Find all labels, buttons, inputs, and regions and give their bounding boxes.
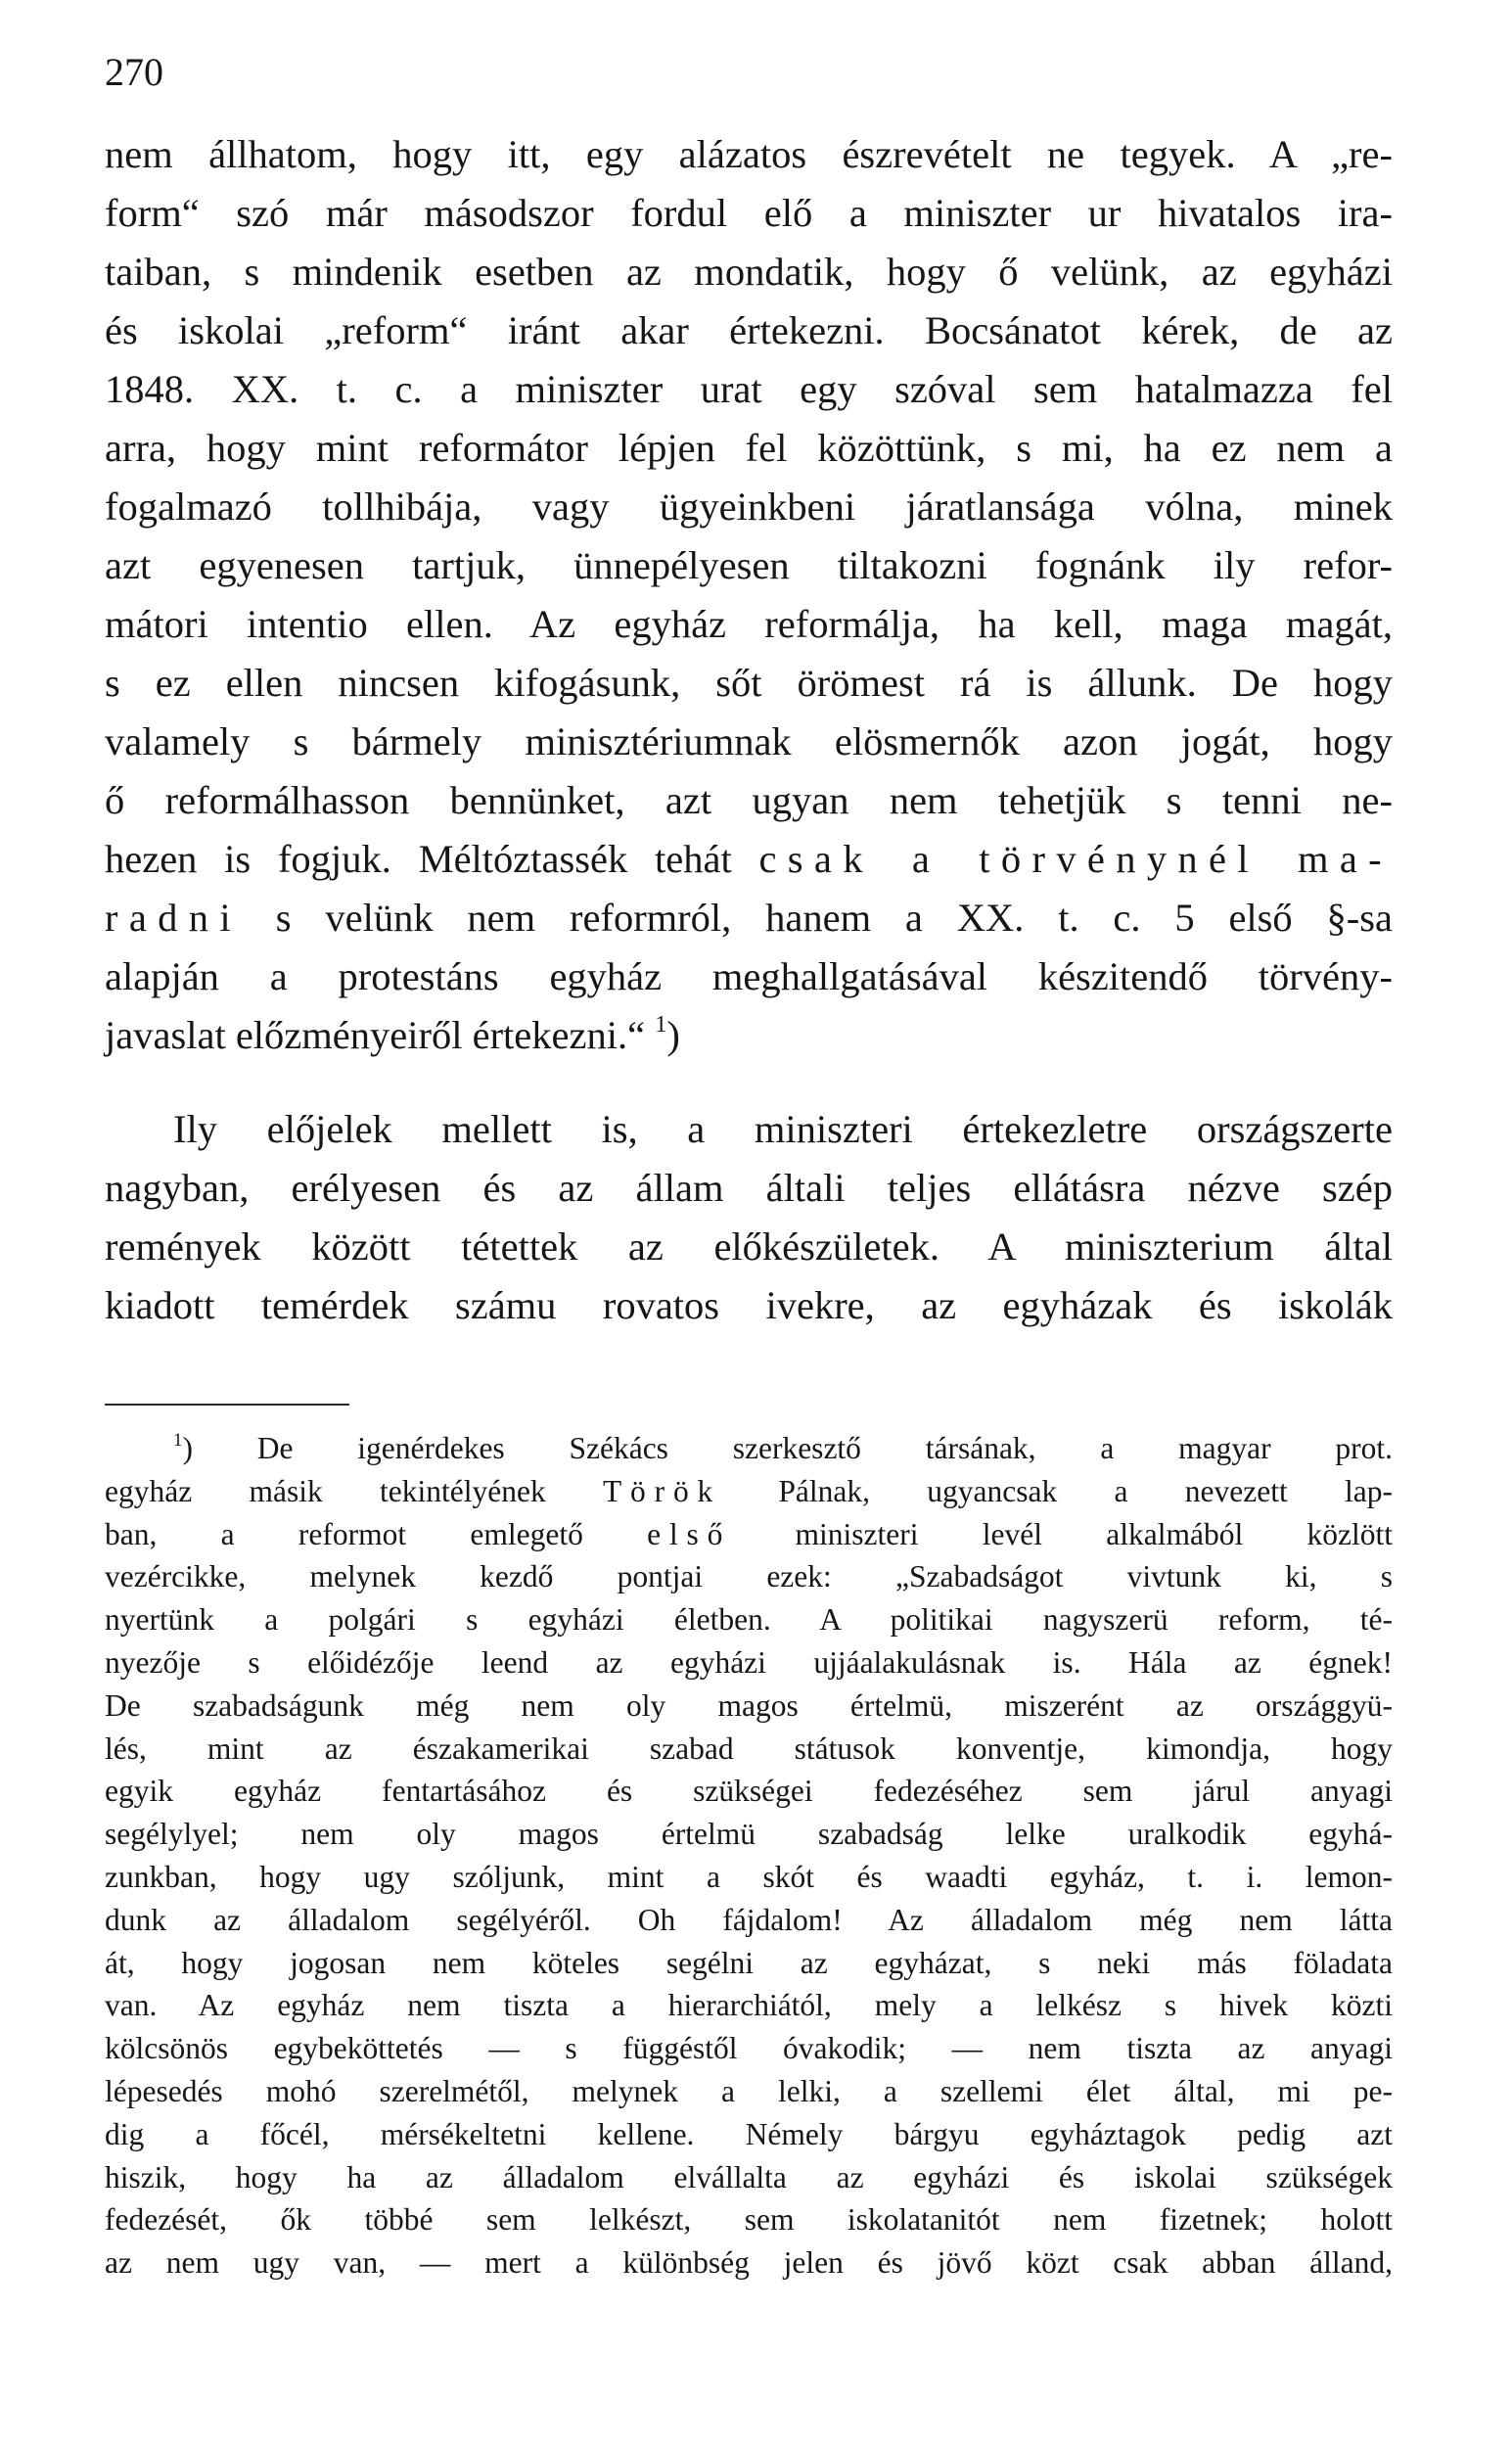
text-segment: egyház másik tekintélyének <box>105 1474 603 1508</box>
footnote-line <box>105 1728 1393 1771</box>
main-line <box>105 536 1393 595</box>
text-segment: azt egyenesen tartjuk, ünnepélyesen tiltakozni fognánk ily refor- <box>105 543 1393 587</box>
text-segment: ) De igenérdekes Székács szerkesztő társának, a magyar prot. <box>182 1431 1393 1465</box>
text-segment: Pálnak, ugyancsak a nevezett lap- <box>721 1474 1393 1508</box>
footnote-line <box>105 2070 1393 2113</box>
footnote-line <box>105 2241 1393 2285</box>
text-segment: fedezését, ők többé sem lelkészt, sem iskolatanitót nem fizetnek; holott <box>105 2202 1393 2237</box>
main-line <box>105 713 1393 771</box>
main-line <box>105 1276 1393 1335</box>
text-segment: s ez ellen nincsen kifogásunk, sőt örömest rá is állunk. De hogy <box>105 661 1393 705</box>
page-number: 270 <box>105 50 163 94</box>
text-segment: lépesedés mohó szerelmétől, melynek a lelki, a szellemi élet által, mi pe- <box>105 2074 1393 2108</box>
footnote-line <box>105 1641 1393 1685</box>
text-segment: s velünk nem reformról, hanem a XX. t. c. 5 első §-sa <box>241 896 1393 940</box>
text-segment: át, hogy jogosan nem köteles segélni az egyházat, s neki más föladata <box>105 1946 1393 1980</box>
main-line <box>173 1100 1393 1159</box>
text-segment: alapján a protestáns egyház meghallgatásával készitendő törvény- <box>105 954 1393 998</box>
footnote-marker: 1 <box>173 1429 183 1451</box>
footnote-line <box>105 1984 1393 2027</box>
text-segment: mátori intentio ellen. Az egyház reformálja, ha kell, maga magát, <box>105 602 1393 646</box>
main-line <box>105 1006 1393 1065</box>
spaced-text: csak a törvénynél ma- <box>758 837 1393 881</box>
text-segment: hiszik, hogy ha az álladalom elvállalta az egyházi és iskolai szükségek <box>105 2160 1393 2194</box>
text-segment: miniszteri levél alkalmából közlött <box>731 1517 1393 1551</box>
footnote-rule <box>105 1404 349 1406</box>
text-segment: nyertünk a polgári s egyházi életben. A politikai nagyszerü reform, té- <box>105 1602 1393 1637</box>
text-segment: és iskolai „reform“ iránt akar értekezni. Bocsánatot kérek, de az <box>105 308 1393 352</box>
main-line <box>105 830 1393 889</box>
text-segment: ) <box>666 1013 680 1057</box>
footnote-marker: 1 <box>655 1011 667 1038</box>
main-line <box>105 478 1393 536</box>
text-segment: hezen is fogjuk. Méltóztassék tehát <box>105 837 759 881</box>
footnote-line <box>105 1813 1393 1856</box>
main-line <box>105 301 1393 360</box>
text-segment: javaslat előzményeiről értekezni.“ <box>105 1013 656 1057</box>
main-line <box>105 654 1393 713</box>
footnote-line <box>105 1942 1393 1985</box>
text-segment: nagyban, erélyesen és az állam általi teljes ellátásra nézve szép <box>105 1166 1393 1210</box>
footnote-line <box>105 1856 1393 1899</box>
footnote-line <box>105 1470 1393 1513</box>
spaced-text: Török <box>603 1474 722 1508</box>
text-segment: van. Az egyház nem tiszta a hierarchiától, mely a lelkész s hivek közti <box>105 1988 1393 2022</box>
footnote-line <box>105 1555 1393 1598</box>
footnote-line <box>105 2113 1393 2156</box>
text-segment: taiban, s mindenik esetben az mondatik, hogy ő velünk, az egyházi <box>105 250 1393 294</box>
text-segment: dunk az álladalom segélyéről. Oh fájdalom! Az álladalom még nem látta <box>105 1903 1393 1937</box>
main-line <box>105 1218 1393 1276</box>
main-line <box>105 595 1393 654</box>
text-segment: Ily előjelek mellett is, a miniszteri értekezletre országszerte <box>173 1107 1393 1151</box>
text-segment: De szabadságunk még nem oly magos értelmü, miszerént az országgyü- <box>105 1688 1393 1723</box>
main-line <box>105 1159 1393 1218</box>
footnote-line <box>105 1770 1393 1813</box>
text-segment: ban, a reformot emlegető <box>105 1517 648 1551</box>
main-line <box>105 243 1393 301</box>
main-line <box>105 947 1393 1006</box>
text-segment: ő reformálhasson bennünket, azt ugyan nem tehetjük s tenni ne- <box>105 778 1393 822</box>
text-segment: nem állhatom, hogy itt, egy alázatos észrevételt ne tegyek. A „re- <box>105 132 1393 176</box>
text-segment: az nem ugy van, — mert a különbség jelen és jövő közt csak abban álland, <box>105 2245 1393 2280</box>
spaced-text: radni <box>105 896 242 940</box>
text-segment: valamely s bármely minisztériumnak elösmernők azon jogát, hogy <box>105 719 1393 763</box>
text-segment: lés, mint az északamerikai szabad státusok konventje, kimondja, hogy <box>105 1731 1393 1766</box>
text-segment: dig a főcél, mérsékeltetni kellene. Némely bárgyu egyháztagok pedig azt <box>105 2117 1393 2151</box>
footnote-line <box>173 1427 1393 1470</box>
spaced-text: első <box>647 1517 732 1551</box>
footnote-line <box>105 1598 1393 1641</box>
main-line <box>105 889 1393 947</box>
main-line <box>105 771 1393 830</box>
text-segment: segélylyel; nem oly magos értelmü szabadság lelke uralkodik egyhá- <box>105 1817 1393 1851</box>
text-segment: remények között tétettek az előkészületek. A miniszterium által <box>105 1224 1393 1269</box>
main-line <box>105 184 1393 243</box>
footnote-line <box>105 1513 1393 1556</box>
footnote-line <box>105 2156 1393 2199</box>
text-segment: egyik egyház fentartásához és szükségei fedezéséhez sem járul anyagi <box>105 1774 1393 1808</box>
footnote-line <box>105 1899 1393 1942</box>
text-segment: nyezője s előidézője leend az egyházi ujjáalakulásnak is. Hála az égnek! <box>105 1645 1393 1680</box>
text-segment: fogalmazó tollhibája, vagy ügyeinkbeni járatlansága vólna, minek <box>105 485 1393 529</box>
main-line <box>105 125 1393 184</box>
text-segment: zunkban, hogy ugy szóljunk, mint a skót és waadti egyház, t. i. lemon- <box>105 1860 1393 1894</box>
footnote-line <box>105 2198 1393 2241</box>
main-line <box>105 360 1393 419</box>
text-segment: vezércikke, melynek kezdő pontjai ezek: „Szabadságot vivtunk ki, s <box>105 1559 1393 1593</box>
text-segment: form“ szó már másodszor fordul elő a miniszter ur hivatalos ira- <box>105 191 1393 235</box>
text-segment: kiadott temérdek számu rovatos ivekre, az egyházak és iskolák <box>105 1283 1393 1327</box>
main-line <box>105 419 1393 478</box>
text-segment: arra, hogy mint reformátor lépjen fel közöttünk, s mi, ha ez nem a <box>105 426 1393 470</box>
text-segment: kölcsönös egybeköttetés — s függéstől óvakodik; — nem tiszta az anyagi <box>105 2031 1393 2065</box>
text-segment: 1848. XX. t. c. a miniszter urat egy szóval sem hatalmazza fel <box>105 367 1393 411</box>
footnote-line <box>105 2027 1393 2070</box>
footnote-line <box>105 1685 1393 1728</box>
